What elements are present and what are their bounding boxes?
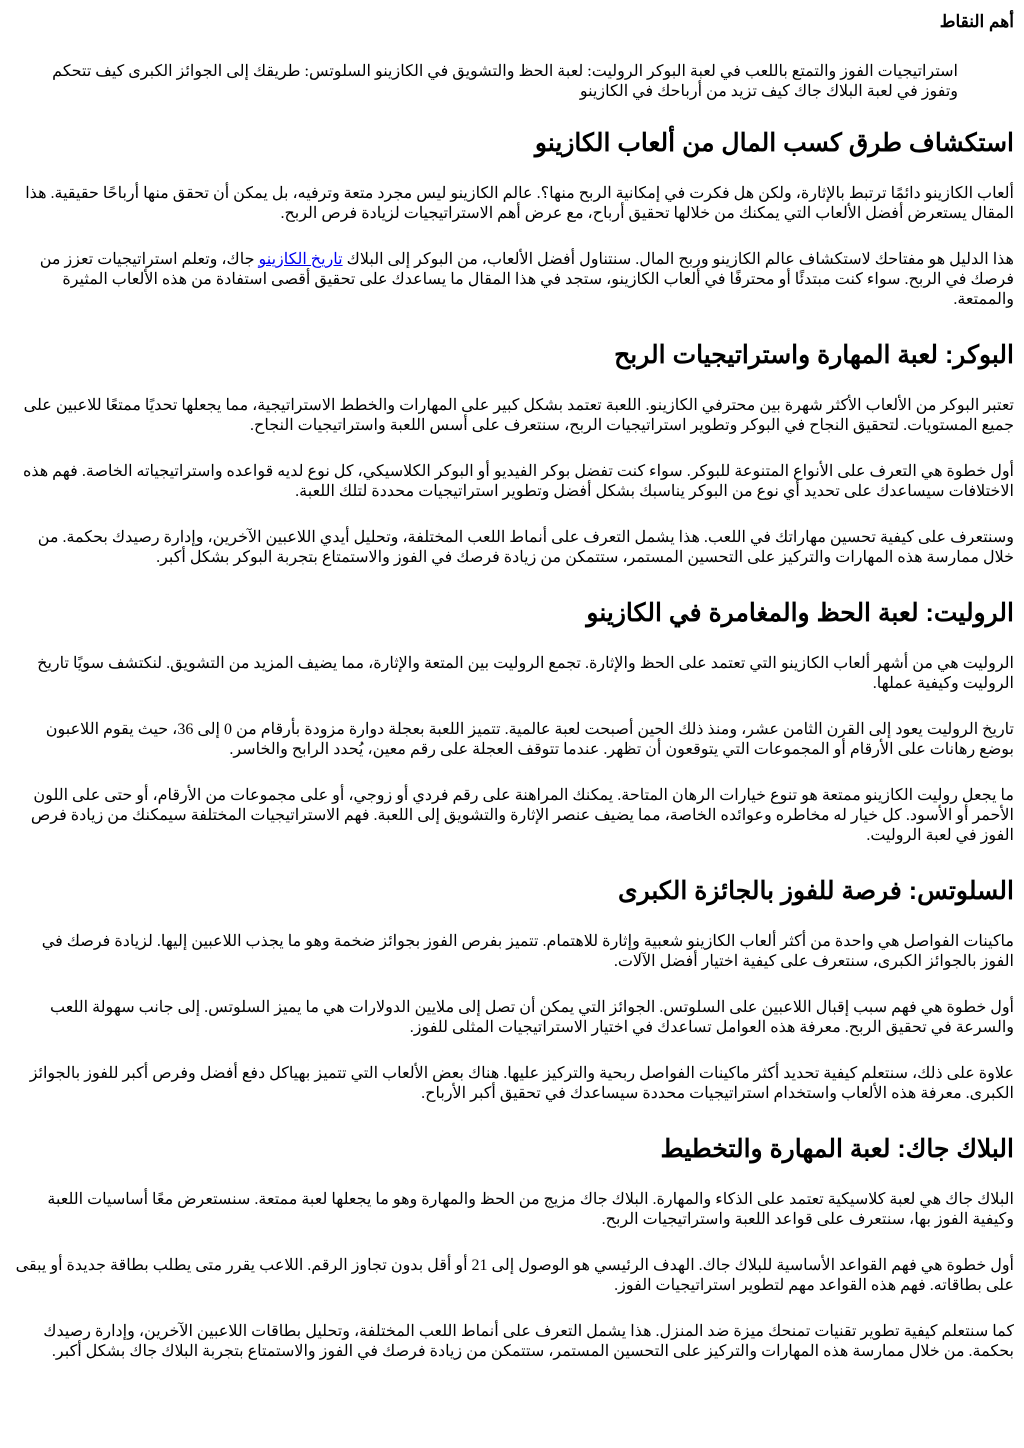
paragraph-with-link	[14, 250, 1014, 310]
casino-history-link[interactable]: تاريخ الكازينو	[258, 251, 343, 268]
section-heading-casino-money: استكشاف طرق كسب المال من ألعاب الكازينو	[534, 129, 1014, 157]
section-heading-slots: السلوتس: فرصة للفوز بالجائزة الكبرى	[618, 877, 1014, 905]
paragraph: وسنتعرف على كيفية تحسين مهاراتك في اللعب. هذا يشمل التعرف على أنماط اللعب المختلفة، وتحليل أيدي اللاعبين الآخرين، وإدارة رصيدك بحكمة. من خلال ممارسة هذه المهارات والتركيز على التحسين المستمر، ستتمكن من زيادة فرصك في الفوز والاستمتاع بتجربة البوكر بشكل أكبر.	[37, 529, 1014, 566]
paragraph: تعتبر البوكر من الألعاب الأكثر شهرة بين محترفي الكازينو. اللعبة تعتمد بشكل كبير على المهارات والخطط الاستراتيجية، مما يجعلها تحديًا ممتعًا للاعبين على جميع المستويات. لتحقيق النجاح في البوكر وتطوير استراتيجيات الربح، سنتعرف على أسس اللعبة واستراتيجيات النجاح.	[23, 397, 1014, 434]
paragraph: ألعاب الكازينو دائمًا ترتبط بالإثارة، ولكن هل فكرت في إمكانية الربح منها؟. عالم الكازينو ليس مجرد متعة وترفيه، بل يمكن أن تحقق منها أرباحًا حقيقية. هذا المقال يستعرض أفضل الألعاب التي يمكنك من خلالها تحقيق أرباح، مع عرض أهم الاستراتيجيات لزيادة فرص الربح.	[25, 185, 1014, 222]
key-points-list	[14, 62, 958, 102]
paragraph-text-before: هذا الدليل هو مفتاحك لاستكشاف عالم الكازينو وربح المال. سنتناول أفضل الألعاب، من البوكر إلى البلاك	[342, 251, 1014, 268]
paragraph: كما سنتعلم كيفية تطوير تقنيات تمنحك ميزة ضد المنزل. هذا يشمل التعرف على أنماط اللعب المختلفة، وتحليل بطاقات اللاعبين الآخرين، وإدارة رصيدك بحكمة. من خلال ممارسة هذه المهارات والتركيز على التحسين المستمر، ستتمكن من زيادة فرصك في الفوز والاستمتاع بتجربة البلاك جاك بشكل أكبر.	[43, 1323, 1014, 1360]
paragraph: أول خطوة هي التعرف على الأنواع المتنوعة للبوكر. سواء كنت تفضل بوكر الفيديو أو البوكر الكلاسيكي، كل نوع لديه قواعده واستراتيجياته الخاصة. فهم هذه الاختلافات سيساعدك على تحديد أي نوع من البوكر يناسبك بشكل أفضل وتطوير استراتيجيات محددة لتلك اللعبة.	[22, 463, 1014, 500]
paragraph: ما يجعل روليت الكازينو ممتعة هو تنوع خيارات الرهان المتاحة. يمكنك المراهنة على رقم فردي أو زوجي، أو على مجموعات من الأرقام، أو حتى على اللون الأحمر أو الأسود. كل خيار له مخاطره وعوائده الخاصة، مما يضيف عنصر الإثارة والتشويق إلى اللعبة. فهم الاستراتيجيات المختلفة سيمكنك من زيادة فرص الفوز في لعبة الروليت.	[30, 787, 1014, 844]
key-points-title: أهم النقاط	[939, 12, 1014, 31]
paragraph: الروليت هي من أشهر ألعاب الكازينو التي تعتمد على الحظ والإثارة. تجمع الروليت بين المتعة والإثارة، مما يضيف المزيد من التشويق. لنكتشف سويًا تاريخ الروليت وكيفية عملها.	[37, 655, 1014, 692]
paragraph-text-after: جاك، وتعلم استراتيجيات تعزز من فرصك في الربح. سواء كنت مبتدئًا أو محترفًا في ألعاب الكازينو، ستجد في هذا المقال ما يساعدك على تحقيق أقصى استفادة من هذه الألعاب المثيرة والممتعة.	[39, 251, 1014, 308]
paragraph: أول خطوة هي فهم القواعد الأساسية للبلاك جاك. الهدف الرئيسي هو الوصول إلى 21 أو أقل بدون تجاوز الرقم. اللاعب يقرر متى يطلب بطاقة جديدة أو يبقى على بطاقاته. فهم هذه القواعد مهم لتطوير استراتيجيات الفوز.	[15, 1257, 1014, 1294]
paragraph: أول خطوة هي فهم سبب إقبال اللاعبين على السلوتس. الجوائز التي يمكن أن تصل إلى ملايين الدولارات هي ما يميز السلوتس. إلى جانب سهولة اللعب والسرعة في تحقيق الربح. معرفة هذه العوامل تساعدك في اختيار الاستراتيجيات المثلى للفوز.	[50, 999, 1014, 1036]
paragraph: تاريخ الروليت يعود إلى القرن الثامن عشر، ومنذ ذلك الحين أصبحت لعبة عالمية. تتميز اللعبة بعجلة دوارة مزودة بأرقام من 0 إلى 36، حيث يقوم اللاعبون بوضع رهانات على الأرقام أو المجموعات التي يتوقعون أن تظهر. عندما تتوقف العجلة على رقم معين، يُحدد الرابح والخاسر.	[45, 721, 1014, 758]
paragraph: البلاك جاك هي لعبة كلاسيكية تعتمد على الذكاء والمهارة. البلاك جاك مزيج من الحظ والمهارة وهو ما يجعلها لعبة ممتعة. سنستعرض معًا أساسيات اللعبة وكيفية الفوز بها، سنتعرف على قواعد اللعبة واستراتيجيات الربح.	[47, 1191, 1014, 1228]
paragraph: علاوة على ذلك، سنتعلم كيفية تحديد أكثر ماكينات الفواصل ربحية والتركيز عليها. هناك بعض الألعاب التي تتميز بهياكل دفع أفضل وفرص أكبر للفوز بالجوائز الكبرى. معرفة هذه الألعاب واستخدام استراتيجيات محددة سيساعدك في تحقيق أكبر الأرباح.	[29, 1065, 1014, 1102]
key-points-item: استراتيجيات الفوز والتمتع باللعب في لعبة البوكر الروليت: لعبة الحظ والتشويق في الكازينو السلوتس: طريقك إلى الجوائز الكبرى كيف تتحكم وتفوز في لعبة البلاك جاك كيف تزيد من أرباحك في الكازينو	[52, 63, 958, 100]
paragraph: ماكينات الفواصل هي واحدة من أكثر ألعاب الكازينو شعبية وإثارة للاهتمام. تتميز بفرص الفوز بجوائز ضخمة وهو ما يجذب اللاعبين إليها. لزيادة فرصك في الفوز بالجوائز الكبرى، سنتعرف على كيفية اختيار أفضل الآلات.	[41, 933, 1014, 970]
section-heading-roulette: الروليت: لعبة الحظ والمغامرة في الكازينو	[586, 599, 1014, 627]
section-heading-poker: البوكر: لعبة المهارة واستراتيجيات الربح	[614, 341, 1014, 369]
section-heading-blackjack: البلاك جاك: لعبة المهارة والتخطيط	[660, 1135, 1014, 1163]
